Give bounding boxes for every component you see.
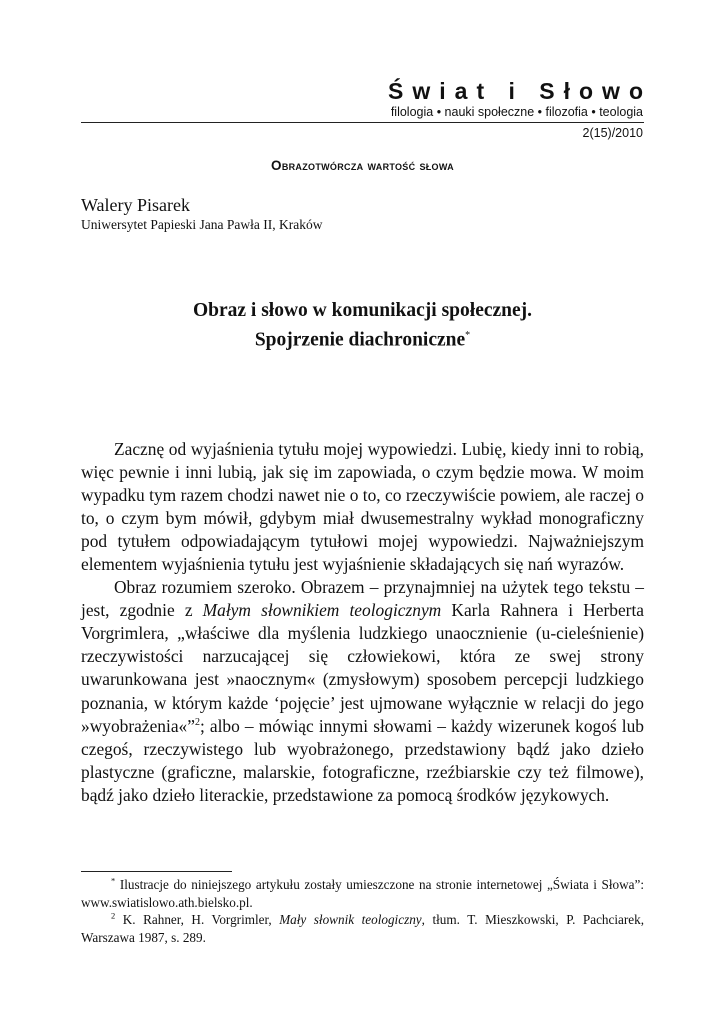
footnote-2-text-b: , tłum. T. Mieszkowski, P. Pachciarek, Warszawa 1987, s. 289. [81,912,645,946]
author-affiliation: Uniwersytet Papieski Jana Pawła II, Kraków [81,217,323,232]
paragraph-2-text-a: Obraz rozumiem szeroko. Obrazem – przynajmniej na użytek tego tekstu – jest, zgodnie z [81,577,644,621]
section-title: Obrazotwórcza wartość słowa [271,158,454,173]
header-divider [81,122,644,123]
journal-title: Świat i Słowo [388,78,652,104]
footnote-2 [81,911,644,946]
footnote-2-text-a: K. Rahner, H. Vorgrimler, [115,912,280,928]
title-footnote-marker[interactable]: * [465,330,471,341]
article-body [81,438,644,807]
journal-issue: 2(15)/2010 [582,126,643,140]
paragraph-2-text-b: Karla Rahnera i Herberta Vorgrimlera, „właściwe dla myślenia ludzkiego unaocznienie (u-cieleśnienie) rzeczywistości narzucającej się człowiekowi, która ze swej strony uwarunkowana jest »naocznym« (zmysłowym) sposobem percepcji ludzkiego poznania, w którym każde ‘pojęcie’ jest ujmowane wyłącznie w relacji do jego »wyobrażenia«” [81,600,645,736]
footnote-1-text: Ilustracje do niniejszego artykułu zostały umieszczone na stronie internetowej „Świata i Słowa”: www.swiatislowo.ath.bielsko.pl. [81,877,644,910]
footnote-divider [81,871,232,872]
footnote-2-marker: 2 [111,911,116,922]
article-title-line-2: Spojrzenie diachroniczne [254,329,466,351]
author-block [81,194,322,233]
article-title-line-1: Obraz i słowo w komunikacji społecznej. [192,300,533,321]
paragraph-2-text-c: ; albo – mówiąc innymi słowami – każdy wizerunek kogoś lub czegoś, rzeczywistego lub wyobrażonego, przedstawiony bądź jako dzieło plastyczne (graficzne, malarskie, fotograficzne, rzeźbiarskie czy też filmowe), bądź jako dzieło literackie, przedstawione za pomocą środków językowych. [81,715,644,805]
journal-header [388,78,652,120]
author-name: Walery Pisarek [81,195,191,215]
footnotes [81,876,644,947]
footnote-1-marker: * [111,875,116,886]
paragraph-1: Zacznę od wyjaśnienia tytułu mojej wypowiedzi. Lubię, kiedy inni to robią, więc pewnie i inni lubią, jak się im zapowiada, o czym będzie mowa. W moim wypadku tym razem chodzi nawet nie o to, co rzeczywiście powiem, ale raczej o to, o czym bym mówił, gdybym miał dwusemestralny wykład monograficzny pod tytułem odpowiadającym tytułowi mojej wypowiedzi. Najważniejszym elementem wyjaśnienia tytułu jest wyjaśnienie składających się nań wyrazów. [81,439,644,575]
footnote-ref-2[interactable]: 2 [194,716,200,728]
paragraph-2 [81,576,644,806]
footnote-2-italic-title: Mały słownik teologiczny [279,912,422,928]
footnote-1 [81,876,644,911]
journal-subtitle: filologia • nauki społeczne • filozofia • teologia [390,105,643,119]
italic-book-title: Małym słownikiem teologicznym [202,600,442,621]
article-title [0,298,725,353]
